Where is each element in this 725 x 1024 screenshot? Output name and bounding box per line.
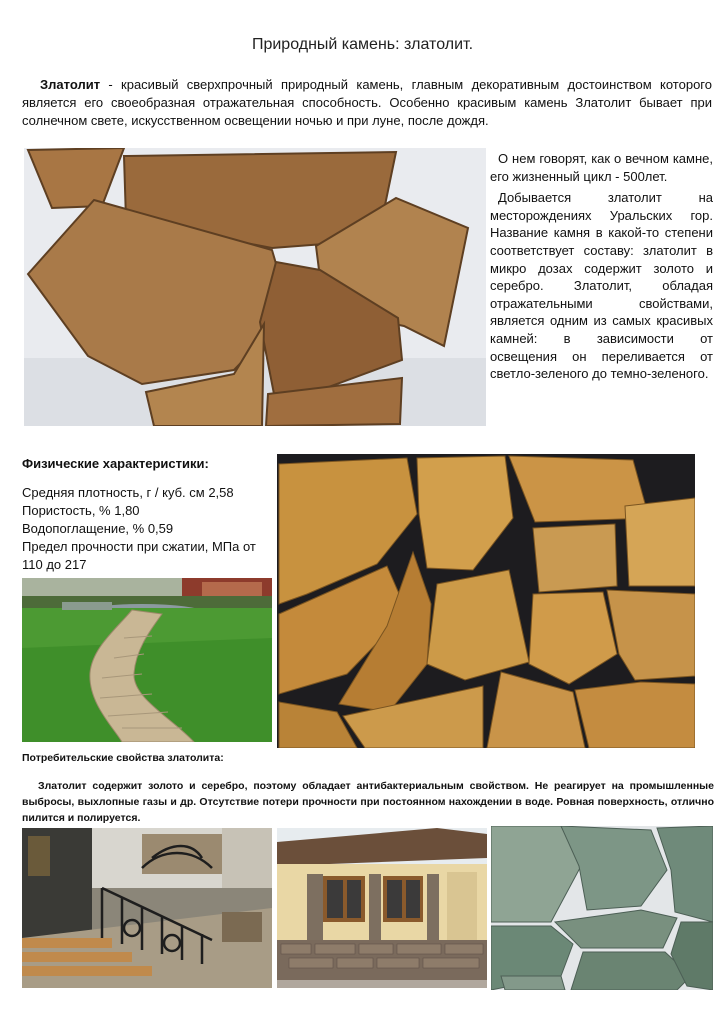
compression-strength-line: Предел прочности при сжатии, МПа от 110 до 217 [22,539,256,572]
page-title: Природный камень: златолит. [251,36,474,53]
green-stone-slabs-photo [491,826,713,990]
physical-characteristics [22,484,277,574]
water-absorption-line: Водопоглащение, % 0,59 [22,521,174,536]
golden-stone-tiles-photo [277,454,695,748]
stone-steps-railing-photo [22,828,272,988]
house-facade-photo [277,828,487,988]
intro-term: Златолит [40,77,101,92]
porosity-line: Пористость, % 1,80 [22,503,140,518]
physical-heading: Физические характеристики: [22,456,209,471]
intro-paragraph [22,76,712,130]
lifecycle-paragraph: О нем говорят, как о вечном камне, его жизненный цикл - 500лет. [490,151,713,184]
consumer-properties-heading: Потребительские свойства златолита: [22,752,224,764]
intro-text: - красивый сверхпрочный природный камень, главным декоративным достоинством которого является его своеобразная отражательная способность. Особенно красивым камень Златолит бывает при солнечном свете, искусственном освещении ночью и при луне, после дождя. [22,77,712,128]
density-line: Средняя плотность, г / куб. см 2,58 [22,485,234,500]
stone-description-text [490,150,713,387]
garden-path-photo [22,578,272,742]
consumer-properties-text: Златолит содержит золото и серебро, поэтому обладает антибактериальным свойством. Не реагирует на промышленные выбросы, выхлопные газы и др. Отсутствие потери прочности при постоянном нахождении в воде. Ровная поверхность, отлично пилится и полируется. [22,780,714,824]
brown-stone-slabs-photo [24,148,486,426]
origin-paragraph: Добывается златолит на месторождениях Уральских гор. Название камня в какой-то степени соответствует составу: златолит в микро дозах содержит золото и серебро. Златолит, обладая отражательными свойствами, является одним из самых красивых камней: в зависимости от освещения он переливается от светло-зеленого до темно-зеленого. [490,190,713,382]
